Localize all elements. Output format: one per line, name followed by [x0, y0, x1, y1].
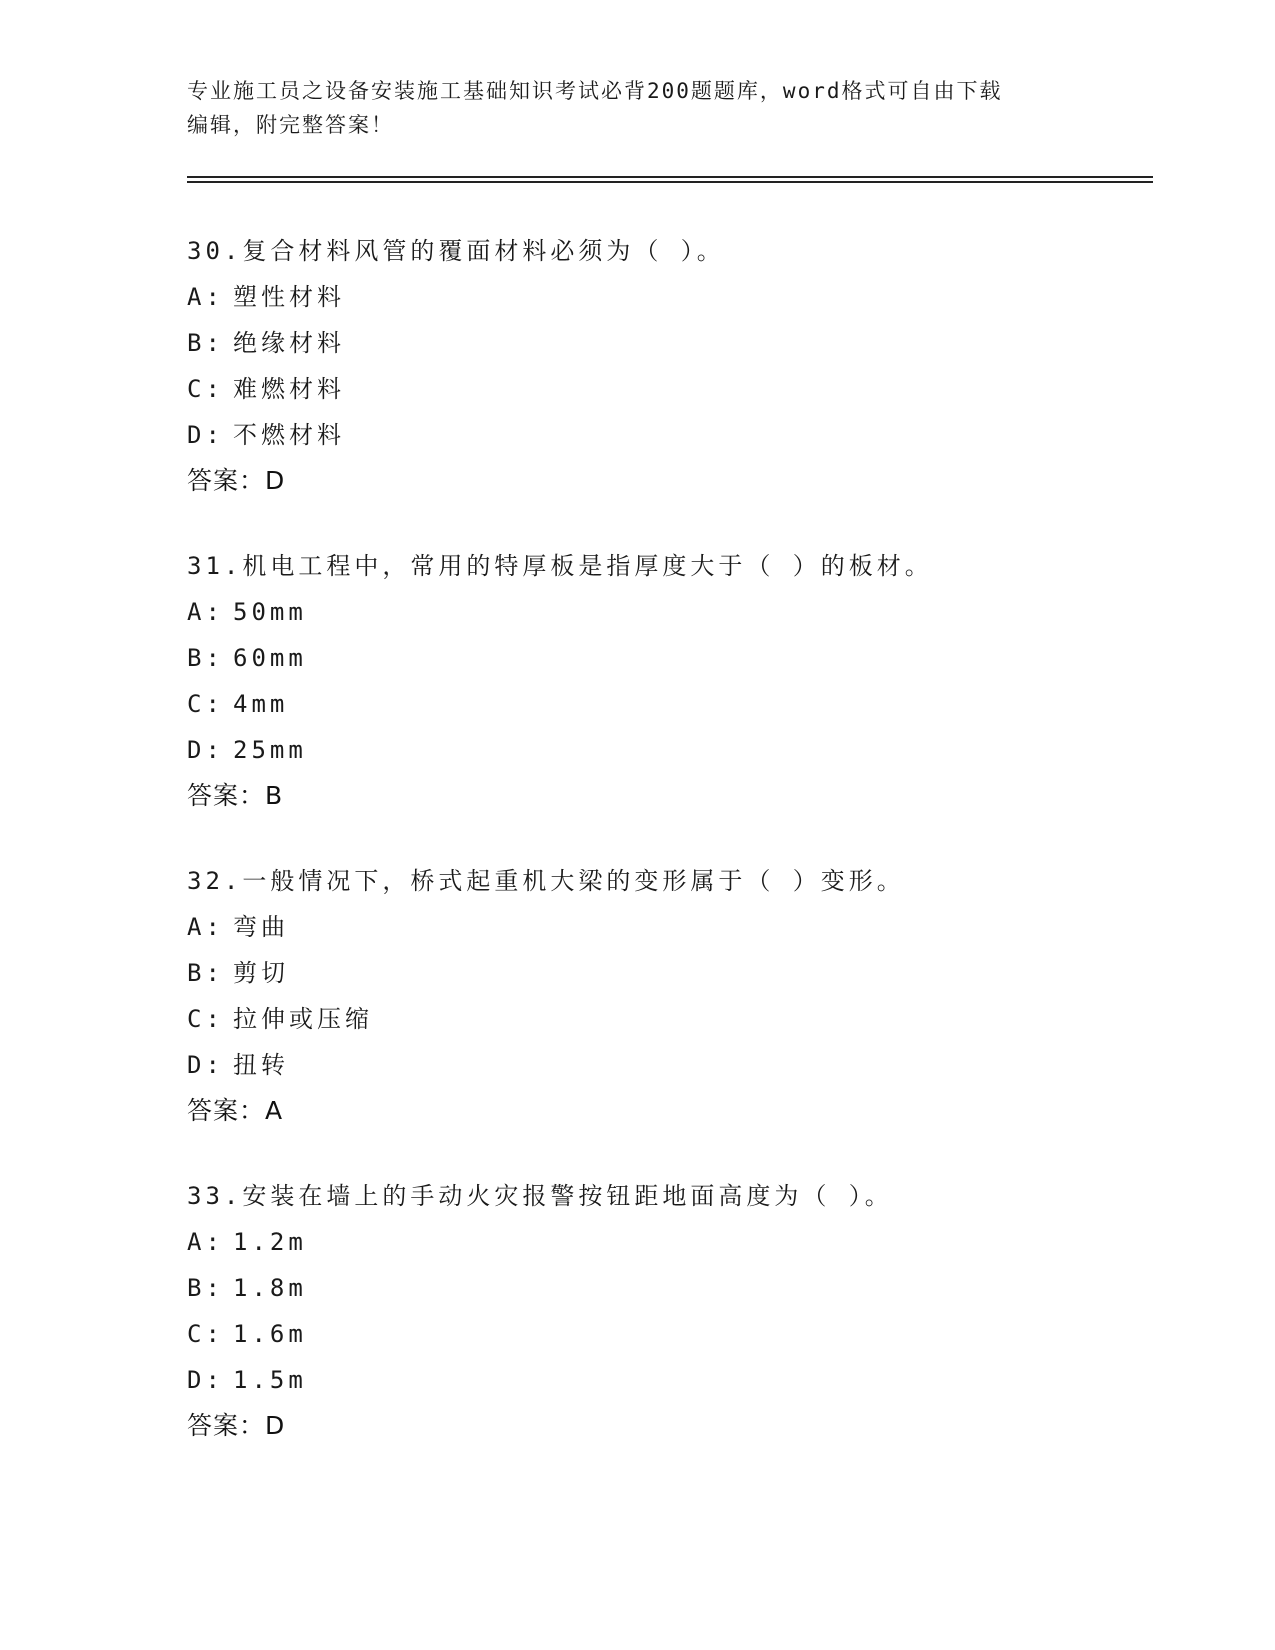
option-text: 1.2m: [233, 1228, 307, 1256]
option-letter: D:: [187, 736, 224, 764]
option-a: [187, 274, 1147, 320]
option-d: [187, 1357, 1147, 1403]
option-letter: D:: [187, 421, 224, 449]
option-text: 拉伸或压缩: [233, 1005, 373, 1033]
option-a: [187, 589, 1147, 635]
question-stem: 30.复合材料风管的覆面材料必须为（ ）。: [187, 237, 725, 265]
option-letter: C:: [187, 375, 224, 403]
answer-line: 答案：D: [187, 1411, 286, 1440]
option-d: [187, 727, 1147, 773]
option-c: [187, 996, 1147, 1042]
option-text: 难燃材料: [233, 375, 345, 403]
option-text: 50mm: [233, 598, 307, 626]
option-text: 25mm: [233, 736, 307, 764]
option-letter: C:: [187, 1005, 224, 1033]
header-line-2: 编辑，附完整答案！: [187, 113, 394, 137]
option-text: 1.6m: [233, 1320, 307, 1348]
option-letter: B:: [187, 644, 224, 672]
option-a: [187, 1219, 1147, 1265]
question-31: [187, 543, 1147, 819]
option-text: 剪切: [233, 959, 289, 987]
option-d: [187, 1042, 1147, 1088]
option-b: [187, 950, 1147, 996]
question-stem: 32.一般情况下，桥式起重机大梁的变形属于（ ）变形。: [187, 867, 905, 895]
option-text: 弯曲: [233, 913, 289, 941]
option-text: 不燃材料: [233, 421, 345, 449]
header-divider-bottom: [187, 181, 1153, 183]
option-letter: D:: [187, 1366, 224, 1394]
answer-line: 答案：D: [187, 466, 286, 495]
option-d: [187, 412, 1147, 458]
option-letter: C:: [187, 1320, 224, 1348]
option-a: [187, 904, 1147, 950]
option-text: 4mm: [233, 690, 289, 718]
option-text: 绝缘材料: [233, 329, 345, 357]
option-letter: A:: [187, 913, 224, 941]
option-letter: D:: [187, 1051, 224, 1079]
option-letter: A:: [187, 283, 224, 311]
option-c: [187, 1311, 1147, 1357]
document-header: [187, 74, 1087, 142]
option-letter: B:: [187, 1274, 224, 1302]
option-b: [187, 635, 1147, 681]
header-line-1: 专业施工员之设备安装施工基础知识考试必背200题题库，word格式可自由下载: [187, 79, 1003, 103]
option-text: 塑性材料: [233, 283, 345, 311]
header-divider-top: [187, 176, 1153, 178]
question-32: [187, 858, 1147, 1134]
option-text: 1.8m: [233, 1274, 307, 1302]
option-letter: A:: [187, 1228, 224, 1256]
question-stem: 31.机电工程中，常用的特厚板是指厚度大于（ ）的板材。: [187, 552, 933, 580]
question-stem: 33.安装在墙上的手动火灾报警按钮距地面高度为（ ）。: [187, 1182, 893, 1210]
option-b: [187, 320, 1147, 366]
option-letter: B:: [187, 329, 224, 357]
option-text: 扭转: [233, 1051, 289, 1079]
option-c: [187, 681, 1147, 727]
question-30: [187, 228, 1147, 504]
option-text: 1.5m: [233, 1366, 307, 1394]
option-letter: B:: [187, 959, 224, 987]
option-letter: C:: [187, 690, 224, 718]
answer-line: 答案：B: [187, 781, 284, 810]
option-text: 60mm: [233, 644, 307, 672]
option-letter: A:: [187, 598, 224, 626]
option-c: [187, 366, 1147, 412]
question-33: [187, 1173, 1147, 1449]
answer-line: 答案：A: [187, 1096, 284, 1125]
option-b: [187, 1265, 1147, 1311]
